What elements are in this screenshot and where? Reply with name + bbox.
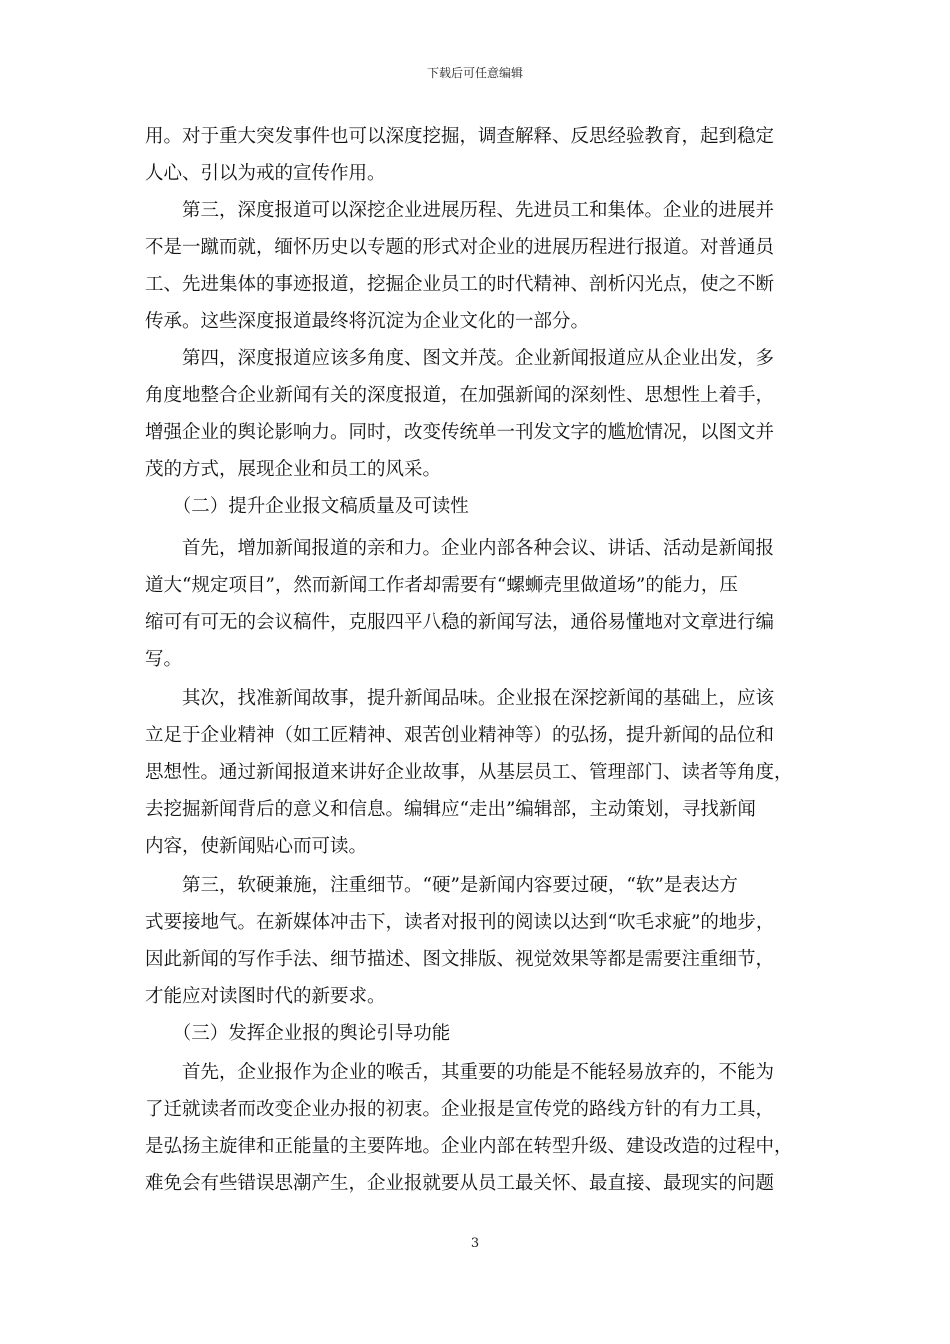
text-line: 内容，使新闻贴心而可读。	[145, 836, 368, 857]
text-line: 写。	[145, 649, 183, 670]
text-line: 茂的方式，展现企业和员工的风采。	[145, 459, 442, 480]
text-line: 传承。这些深度报道最终将沉淀为企业文化的一部分。	[145, 311, 590, 332]
text-line: 道大“规定项目”，然而新闻工作者却需要有“螺蛳壳里做道场”的能力，压	[145, 575, 738, 596]
page-number: 3	[470, 1236, 480, 1251]
text-line: 去挖掘新闻背后的意义和信息。编辑应“走出”编辑部，主动策划，寻找新闻	[145, 799, 756, 820]
text-line: 是弘扬主旋律和正能量的主要阵地。企业内部在转型升级、建设改造的过程中，	[145, 1136, 793, 1157]
text-line: 第四，深度报道应该多角度、图文并茂。企业新闻报道应从企业出发，多	[145, 348, 775, 369]
section-heading: （三）发挥企业报的舆论引导功能	[145, 1023, 451, 1044]
text-line: 才能应对读图时代的新要求。	[145, 986, 386, 1007]
text-line: 人心、引以为戒的宣传作用。	[145, 163, 386, 184]
text-line: 用。对于重大突发事件也可以深度挖掘，调查解释、反思经验教育，起到稳定	[145, 126, 775, 147]
text-line: 首先，企业报作为企业的喉舌，其重要的功能是不能轻易放弃的，不能为	[145, 1062, 775, 1083]
text-line: 第三，软硬兼施，注重细节。“硬”是新闻内容要过硬，“软”是表达方	[145, 875, 738, 896]
text-line: 因此新闻的写作手法、细节描述、图文排版、视觉效果等都是需要注重细节，	[145, 949, 775, 970]
text-line: 角度地整合企业新闻有关的深度报道，在加强新闻的深刻性、思想性上着手，	[145, 385, 775, 406]
text-line: 式要接地气。在新媒体冲击下，读者对报刊的阅读以达到“吹毛求疵”的地步，	[145, 912, 775, 933]
text-line: 工、先进集体的事迹报道，挖掘企业员工的时代精神、剖析闪光点，使之不断	[145, 274, 775, 295]
text-line: 思想性。通过新闻报道来讲好企业故事，从基层员工、管理部门、读者等角度，	[145, 762, 793, 783]
text-line: 了迁就读者而改变企业办报的初衷。企业报是宣传党的路线方针的有力工具，	[145, 1099, 775, 1120]
text-line: 难免会有些错误思潮产生，企业报就要从员工最关怀、最直接、最现实的问题	[145, 1173, 775, 1194]
text-line: 立足于企业精神（如工匠精神、艰苦创业精神等）的弘扬，提升新闻的品位和	[145, 725, 775, 746]
section-heading: （二）提升企业报文稿质量及可读性	[145, 496, 469, 517]
text-line: 其次，找准新闻故事，提升新闻品味。企业报在深挖新闻的基础上，应该	[145, 688, 775, 709]
text-line: 不是一蹴而就，缅怀历史以专题的形式对企业的进展历程进行报道。对普通员	[145, 237, 775, 258]
text-line: 缩可有可无的会议稿件，克服四平八稳的新闻写法，通俗易懂地对文章进行编	[145, 612, 775, 633]
text-line: 第三，深度报道可以深挖企业进展历程、先进员工和集体。企业的进展并	[145, 200, 775, 221]
text-line: 首先，增加新闻报道的亲和力。企业内部各种会议、讲话、活动是新闻报	[145, 538, 775, 559]
text-line: 增强企业的舆论影响力。同时，改变传统单一刊发文字的尴尬情况，以图文并	[145, 422, 775, 443]
page-header: 下载后可任意编辑	[426, 66, 523, 80]
